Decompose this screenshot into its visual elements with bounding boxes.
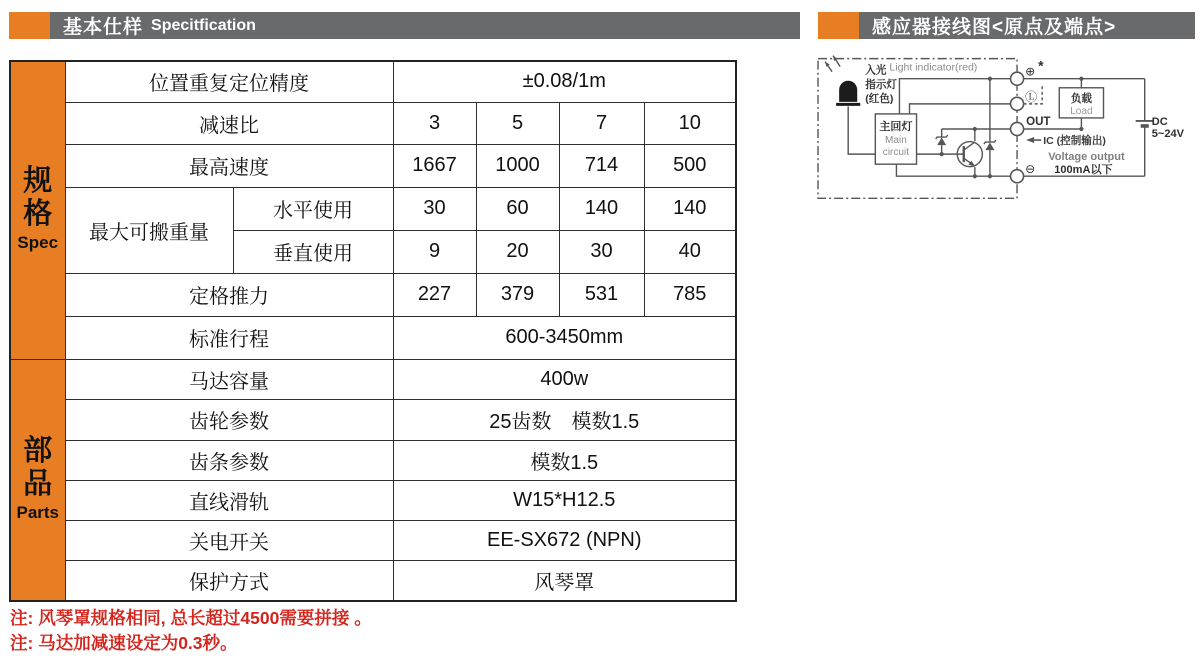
spec-value: 30 (393, 187, 476, 230)
table-row (10, 187, 736, 230)
junction-dot (1079, 127, 1083, 131)
right-section-header (818, 12, 1195, 39)
spec-value: 9 (393, 230, 476, 273)
left-section-header (9, 12, 800, 39)
left-header-bar (50, 12, 800, 39)
l-terminal-symbol: Ⓛ (1025, 89, 1038, 104)
led-label: 入光 (865, 64, 887, 77)
spec-value: 25齿数 模数1.5 (393, 399, 736, 440)
spec-value: 531 (559, 273, 644, 316)
spec-row-label: 齿轮参数 (65, 399, 393, 440)
spec-row-label: 保护方式 (65, 560, 393, 601)
spec-value: 40 (644, 230, 736, 273)
dc-label-2: 5~24V (1151, 128, 1185, 141)
spec-sub-label: 垂直使用 (233, 230, 393, 273)
led-icon (839, 81, 857, 102)
voltage-output-label: Voltage output (1048, 151, 1125, 164)
right-header-bar (859, 12, 1195, 39)
spec-value: 风琴罩 (393, 560, 736, 601)
specification-table (9, 60, 737, 602)
left-header-title-zh: 基本仕样 (63, 17, 144, 38)
led-label: (红色) (865, 92, 894, 105)
spec-value: 227 (393, 273, 476, 316)
spec-value: 3 (393, 102, 476, 144)
sidebar-spec (10, 61, 65, 359)
spec-value: 20 (476, 230, 559, 273)
table-row (10, 560, 736, 601)
spec-value: 140 (644, 187, 736, 230)
terminal-out (1011, 122, 1024, 135)
spec-row-label: 最大可搬重量 (65, 187, 233, 273)
spec-row-label: 标准行程 (65, 316, 393, 359)
spec-value: 60 (476, 187, 559, 230)
main-circuit-label-en2: circuit (882, 147, 910, 159)
spec-row-label: 定格推力 (65, 273, 393, 316)
table-row (10, 102, 736, 144)
sensor-wiring-diagram (813, 45, 1200, 217)
terminal-light (1011, 97, 1024, 110)
spec-value: 500 (644, 144, 736, 187)
spec-value: 400w (393, 359, 736, 399)
footnotes (10, 606, 372, 656)
junction-dot (940, 152, 944, 156)
table-row (10, 440, 736, 480)
asterisk: * (1038, 57, 1044, 74)
junction-dot (988, 174, 992, 178)
load-label-zh: 负载 (1070, 92, 1092, 105)
table-row (10, 316, 736, 359)
footnote-1: 注: 风琴罩规格相同, 总长超过4500需要拼接 。 (10, 608, 372, 628)
spec-value: 5 (476, 102, 559, 144)
table-row (10, 359, 736, 399)
spec-sub-label: 水平使用 (233, 187, 393, 230)
table-row (10, 144, 736, 187)
table-row (10, 520, 736, 560)
spec-value: ±0.08/1m (393, 61, 736, 102)
spec-row-label: 直线滑轨 (65, 480, 393, 520)
wire (899, 79, 1010, 114)
sidebar-parts-zh2: 品 (23, 467, 53, 500)
zener-triangle (985, 143, 994, 151)
main-circuit-label-en1: Main (885, 135, 907, 147)
wire (896, 164, 1010, 176)
spec-row-label: 减速比 (65, 102, 393, 144)
spec-value: 714 (559, 144, 644, 187)
spec-row-label: 马达容量 (65, 359, 393, 399)
led-label: 指示灯 (865, 78, 897, 91)
table-row (10, 61, 736, 102)
left-header-title-en: Specitfication (151, 16, 256, 34)
light-indicator-label: Light indicator(red) (889, 61, 978, 74)
out-terminal-label: OUT (1026, 115, 1051, 128)
ic-output-label: IC (控制输出) (1043, 135, 1106, 148)
spec-value: 379 (476, 273, 559, 316)
junction-dot (973, 127, 977, 131)
spec-row-label: 最高速度 (65, 144, 393, 187)
wire (848, 106, 875, 154)
sidebar-parts (10, 359, 65, 601)
plus-terminal-symbol: ⊕ (1025, 64, 1036, 79)
spec-value: 10 (644, 102, 736, 144)
junction-dot (973, 174, 977, 178)
spec-row-label: 齿条参数 (65, 440, 393, 480)
spec-row-label: 关电开关 (65, 520, 393, 560)
minus-terminal-symbol: ⊖ (1025, 162, 1036, 177)
spec-value: W15*H12.5 (393, 480, 736, 520)
orange-accent-block (818, 12, 859, 39)
terminal-minus (1011, 170, 1024, 183)
sidebar-spec-zh1: 规 (23, 165, 53, 198)
current-limit-label: 100mA以下 (1054, 164, 1113, 177)
table-row (10, 399, 736, 440)
junction-dot (1079, 77, 1083, 81)
spec-value: 600-3450mm (393, 316, 736, 359)
spec-value: 140 (559, 187, 644, 230)
orange-accent-block (9, 12, 50, 39)
spec-row-label: 位置重复定位精度 (65, 61, 393, 102)
sidebar-parts-zh1: 部 (23, 434, 53, 467)
spec-value: 7 (559, 102, 644, 144)
zener-triangle (937, 138, 946, 146)
spec-value: 1667 (393, 144, 476, 187)
table-row (10, 273, 736, 316)
terminal-plus (1011, 72, 1024, 85)
spec-value: 30 (559, 230, 644, 273)
sidebar-spec-en: Spec (17, 233, 59, 253)
sidebar-parts-en: Parts (16, 502, 60, 522)
spec-value: EE-SX672 (NPN) (393, 520, 736, 560)
load-label-en: Load (1070, 105, 1093, 117)
table-row (10, 480, 736, 520)
spec-value: 1000 (476, 144, 559, 187)
spec-value: 模数1.5 (393, 440, 736, 480)
spec-value: 785 (644, 273, 736, 316)
dc-label-1: DC (1151, 115, 1168, 128)
ic-arrow-head (1026, 137, 1034, 143)
main-circuit-label-zh: 主回灯 (879, 120, 913, 133)
wire (909, 104, 1010, 114)
footnote-2: 注: 马达加减速设定为0.3秒。 (10, 633, 238, 653)
junction-dot (988, 77, 992, 81)
transistor-legs (964, 142, 975, 166)
sidebar-spec-zh2: 格 (23, 198, 53, 231)
right-header-title: 感应器接线图<原点及端点> (872, 17, 1117, 38)
